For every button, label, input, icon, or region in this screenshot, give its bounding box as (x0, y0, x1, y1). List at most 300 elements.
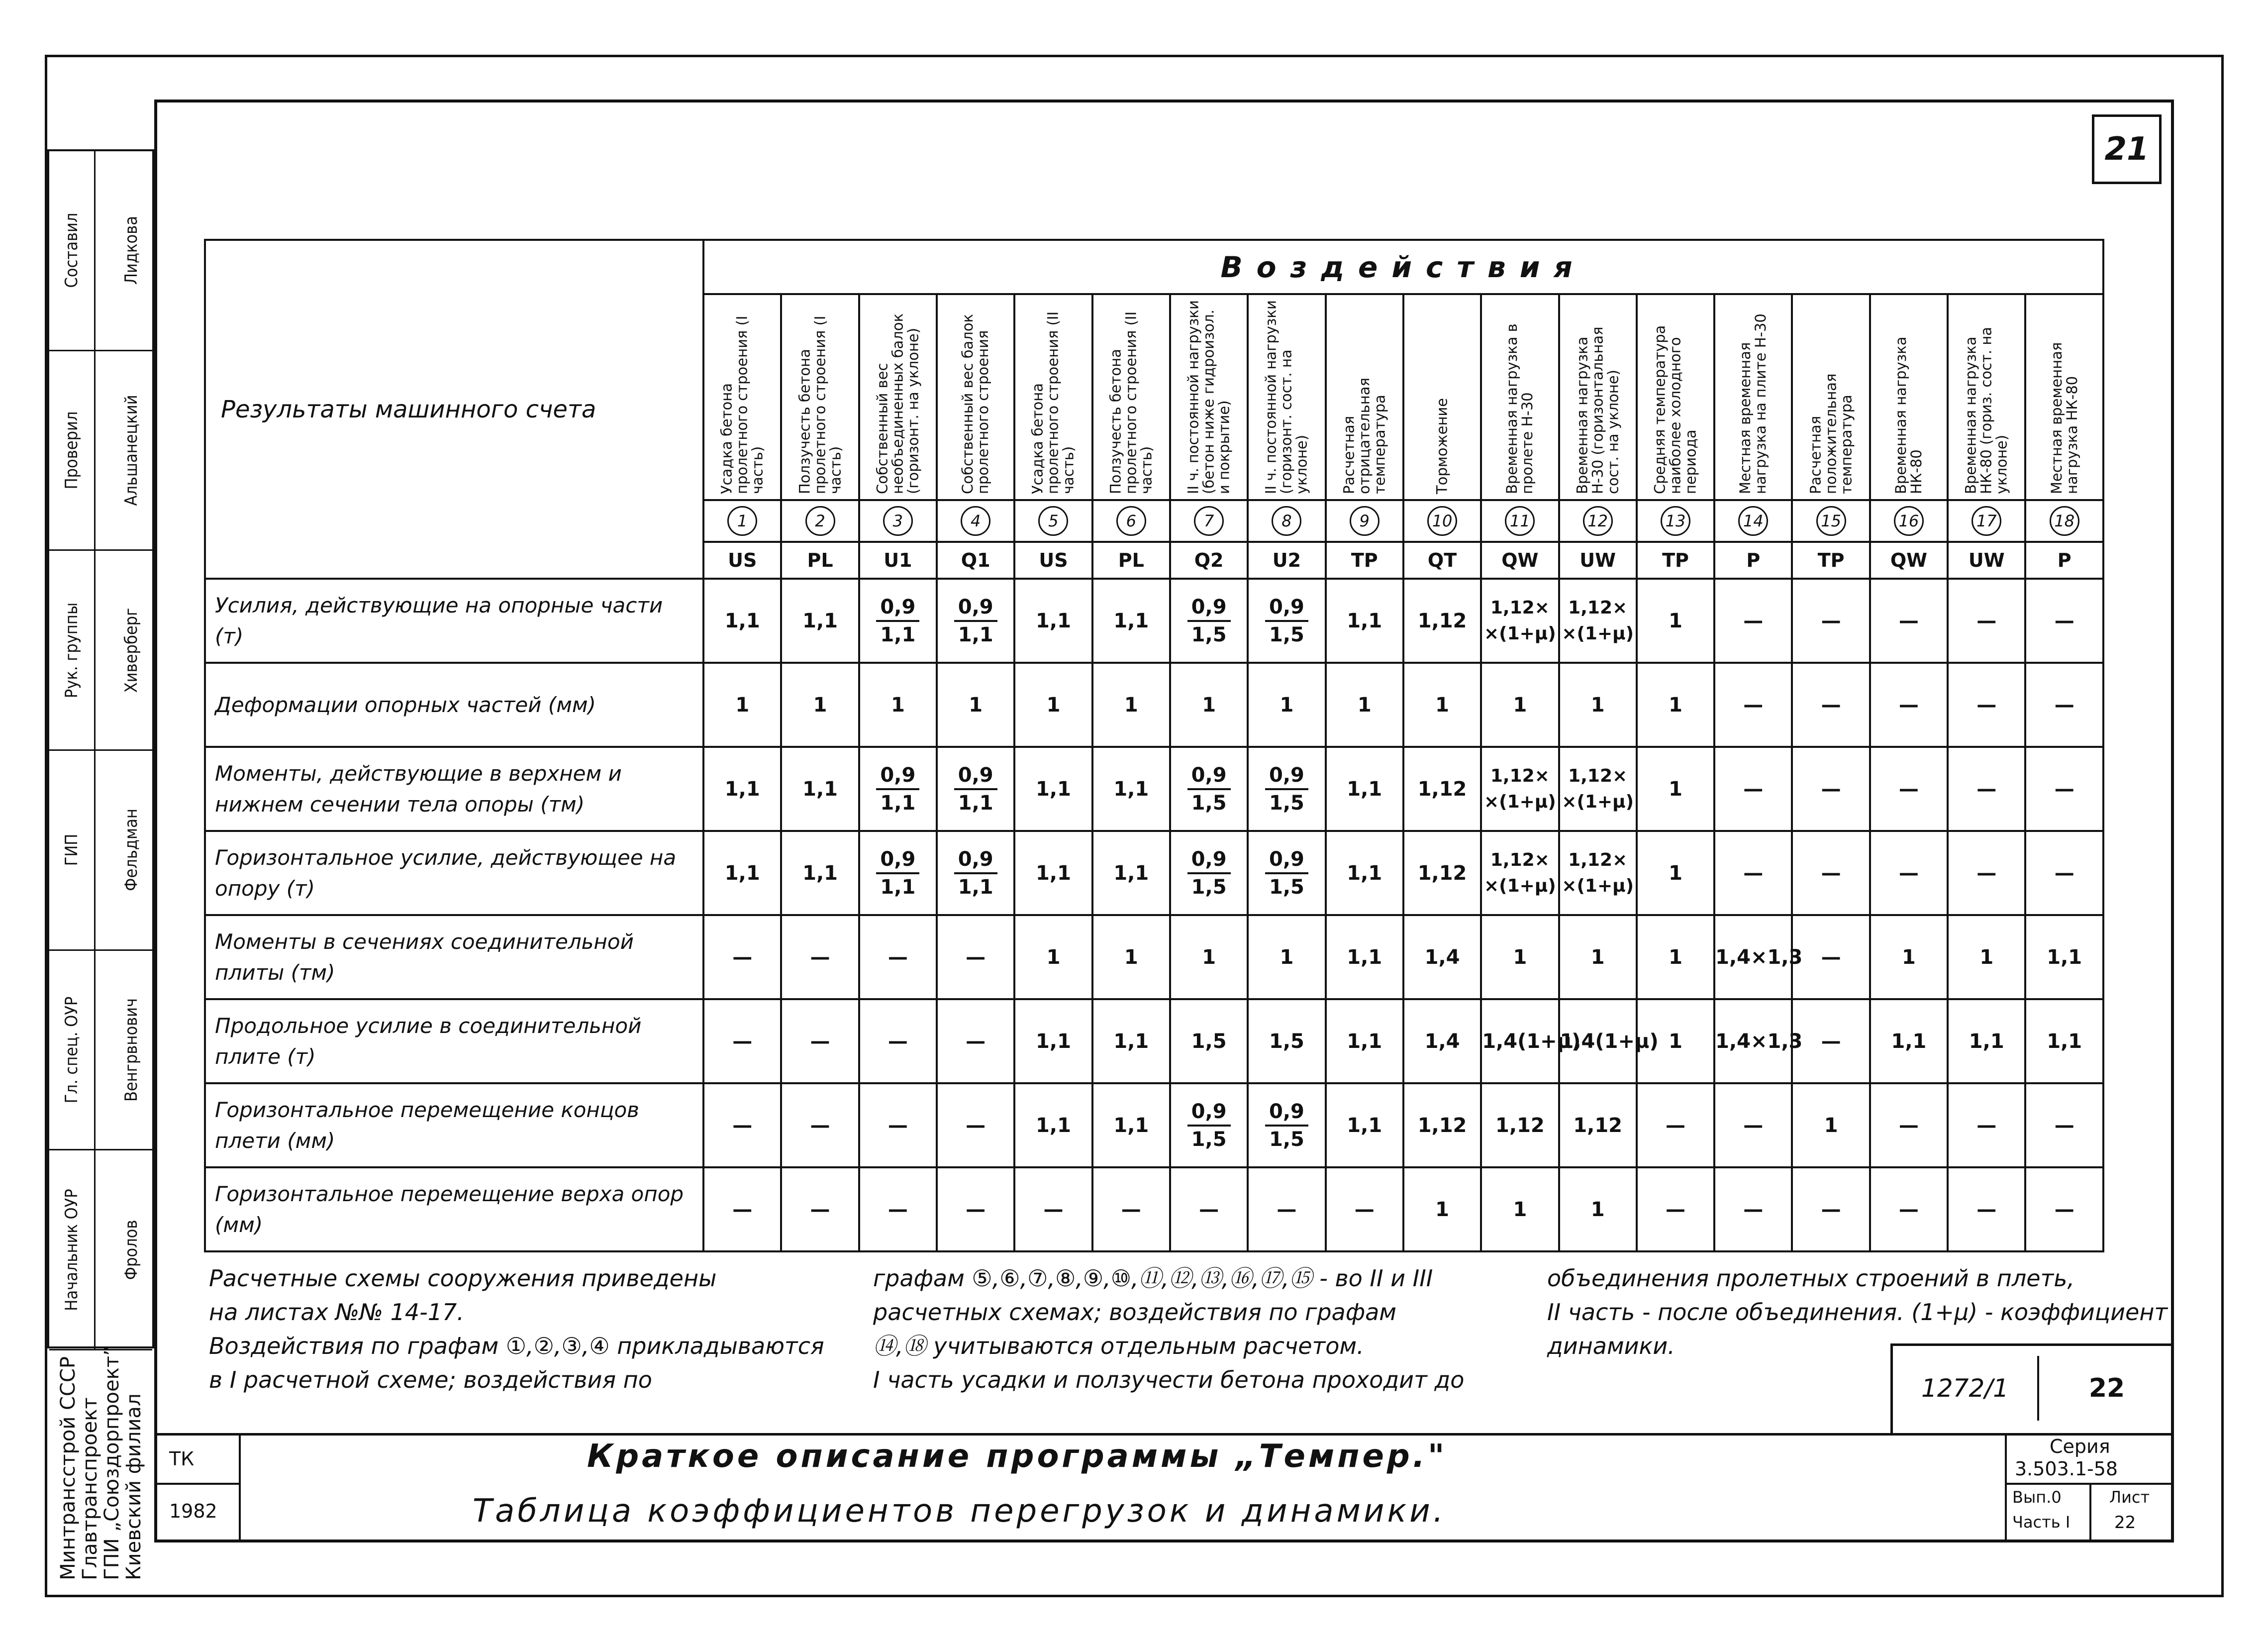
title-line-2: Таблица коэффициентов перегрузок и динамики. (473, 1493, 1447, 1530)
column-title (1481, 294, 1559, 500)
organization-line: Минтрансстрой СССР (56, 1356, 80, 1580)
coefficient-cell: 1,4(1+μ) (1481, 999, 1559, 1083)
coefficient-cell: — (1948, 747, 2025, 831)
column-title-text: Усадка бетона пролетного строения (I часть) (718, 315, 766, 494)
coefficient-cell (859, 747, 937, 831)
approval-stamp (47, 149, 154, 1348)
coefficient-cell: 1 (1481, 915, 1559, 999)
coefficient-cell: 1,1 (1092, 747, 1170, 831)
fraction-numerator: 0,9 (1187, 594, 1231, 622)
fraction (1187, 594, 1231, 648)
organization-line: ГПИ „Союздорпроект” (100, 1345, 123, 1580)
coefficient-cell: 1,4(1+μ) (1559, 999, 1637, 1083)
stamp-person: Хиверберг (121, 608, 141, 693)
organization-line: Главтранспроект (78, 1397, 101, 1580)
column-title (781, 294, 859, 500)
table-row (205, 579, 2103, 663)
note-line: II часть - после объединения. (1+μ) - коэффициент (1547, 1299, 2168, 1326)
table-row (205, 663, 2103, 747)
coefficient-cell: — (1014, 1167, 1092, 1251)
tk-label: ТК (169, 1448, 195, 1470)
column-title-text: Временная нагрузка в пролете Н-30 (1503, 323, 1536, 494)
coefficient-cell: — (2025, 1083, 2103, 1167)
coefficient-cell: 1,1 (1092, 831, 1170, 915)
column-code: TP (1792, 542, 1870, 579)
fraction (1265, 1099, 1308, 1152)
coefficient-cell: 1,12 (1403, 579, 1481, 663)
coefficient-cell: 1,1 (1014, 579, 1092, 663)
column-number-circle: 6 (1116, 506, 1146, 536)
fraction-denominator: 1,1 (880, 623, 916, 646)
coefficient-cell: 1,1 (781, 747, 859, 831)
column-title-text: Временная нагрузка НК-80 (1892, 336, 1925, 494)
column-title-text: Расчетная положительная температура (1807, 373, 1855, 494)
coefficient-cell: 1 (1092, 663, 1170, 747)
multi-line-value: 1,12× ×(1+μ) (1562, 597, 1634, 644)
stamp-role: Рук. группы (62, 602, 82, 698)
table-row (205, 1167, 2103, 1251)
multi-line-value: 1,12× ×(1+μ) (1483, 597, 1556, 644)
column-title (937, 294, 1014, 500)
column-number-circle: 10 (1427, 506, 1457, 536)
column-title-text: Торможение (1433, 398, 1451, 494)
coefficient-cell: 1,1 (1014, 831, 1092, 915)
row-label: Моменты, действующие в верхнем и нижнем сечении тела опоры (тм) (205, 747, 703, 831)
column-title (1170, 294, 1248, 500)
stamp-entry (49, 951, 152, 1151)
column-number-circle: 17 (1972, 506, 2001, 536)
coefficient-cell: 1,1 (1948, 999, 2025, 1083)
coefficient-cell: — (703, 1167, 781, 1251)
fraction-numerator: 0,9 (1187, 762, 1231, 790)
column-title-text: Местная временная нагрузка НК-80 (2048, 342, 2080, 494)
column-number-circle: 3 (883, 506, 913, 536)
column-number-circle: 11 (1505, 506, 1535, 536)
note-line: ⑭,⑱ учитываются отдельным расчетом. (873, 1333, 1364, 1359)
column-title (1248, 294, 1325, 500)
coefficient-cell: — (781, 1083, 859, 1167)
note-line: Расчетные схемы сооружения приведены (209, 1265, 717, 1292)
coefficient-cell: — (703, 999, 781, 1083)
column-number-circle: 14 (1738, 506, 1768, 536)
organization-text (57, 1345, 145, 1580)
coefficient-cell (937, 831, 1014, 915)
coefficient-cell: — (1948, 1167, 2025, 1251)
column-code: PL (1092, 542, 1170, 579)
table-row (205, 999, 2103, 1083)
coefficient-cell: — (1792, 999, 1870, 1083)
note-line: I часть усадки и ползучести бетона проходит до (873, 1366, 1465, 1393)
stamp-entry (49, 151, 152, 351)
coefficient-cell (859, 831, 937, 915)
fraction-numerator: 0,9 (876, 762, 919, 790)
coefficient-cell (937, 747, 1014, 831)
coefficient-cell: — (1792, 663, 1870, 747)
column-number-circle: 5 (1038, 506, 1068, 536)
note-line: на листах №№ 14-17. (209, 1299, 464, 1326)
stamp-role: Проверил (62, 411, 82, 490)
fraction (954, 846, 997, 900)
coefficient-cell: 1 (1326, 663, 1403, 747)
coefficient-cell: 1 (1481, 663, 1559, 747)
stamp-entry (49, 1150, 152, 1350)
coefficient-cell: — (1092, 1167, 1170, 1251)
coefficient-cell: 1,1 (1870, 999, 1948, 1083)
sheet-label: Лист (2109, 1488, 2150, 1507)
coefficient-cell: 1,1 (703, 579, 781, 663)
note-line: Воздействия по графам ①,②,③,④ прикладываются (209, 1333, 824, 1359)
column-title-text: Собственный вес необъединенных балок (горизонт. на уклоне) (874, 313, 922, 494)
row-label: Усилия, действующие на опорные части (т) (205, 579, 703, 663)
note-line: динамики. (1547, 1333, 1675, 1359)
doc-sheet: 22 (2088, 1373, 2125, 1403)
coefficient-cell: — (859, 1083, 937, 1167)
row-label: Горизонтальное перемещение верха опор (мм) (205, 1167, 703, 1251)
coefficient-cell: 1 (1248, 915, 1325, 999)
coefficient-cell: 1 (1948, 915, 2025, 999)
column-code: TP (1326, 542, 1403, 579)
column-title-text: Расчетная отрицательная температура (1340, 378, 1388, 494)
coefficient-cell: — (1714, 831, 1792, 915)
fraction-denominator: 1,5 (1191, 1128, 1227, 1151)
coefficient-cell: 1,1 (1326, 747, 1403, 831)
coefficient-cell (1559, 831, 1637, 915)
row-label: Горизонтальное усилие, действующее на опору (т) (205, 831, 703, 915)
column-title-text: Местная временная нагрузка на плите Н-30 (1737, 313, 1770, 494)
column-number-circle: 8 (1272, 506, 1301, 536)
coefficient-cell: 1 (1792, 1083, 1870, 1167)
column-title-text: Ползучесть бетона пролетного строения (I часть) (796, 315, 844, 494)
column-title-text: Средняя температура наиболее холодного периода (1651, 325, 1699, 494)
coefficient-cell (1248, 831, 1325, 915)
row-label: Продольное усилие в соединительной плите (т) (205, 999, 703, 1083)
column-code: P (1714, 542, 1792, 579)
coefficient-cell: — (703, 1083, 781, 1167)
coefficient-cell: 1,1 (1014, 1083, 1092, 1167)
page-number: 21 (2092, 114, 2162, 184)
coefficient-cell: — (1714, 1167, 1792, 1251)
column-code: UW (1948, 542, 2025, 579)
fraction (876, 762, 919, 816)
column-title (1014, 294, 1092, 500)
coefficient-cell: 1 (1248, 663, 1325, 747)
column-number (1014, 500, 1092, 542)
coefficient-cell: — (1948, 579, 2025, 663)
fraction (876, 594, 919, 648)
column-title (703, 294, 781, 500)
fraction-denominator: 1,5 (1191, 875, 1227, 899)
column-title (1403, 294, 1481, 500)
coefficient-cell (1248, 579, 1325, 663)
sheet-value: 22 (2114, 1513, 2136, 1533)
column-number (703, 500, 781, 542)
column-code: U1 (859, 542, 937, 579)
multi-line-value: 1,12× ×(1+μ) (1562, 765, 1634, 812)
multi-line-value: 1,12× ×(1+μ) (1483, 765, 1556, 812)
column-title-text: Временная нагрузка НК-80 (гориз. сост. на уклоне) (1962, 326, 2010, 494)
coefficient-cell: — (1948, 663, 2025, 747)
coefficient-cell: — (859, 915, 937, 999)
fraction-numerator: 0,9 (1265, 594, 1308, 622)
coefficient-cell (1170, 747, 1248, 831)
coefficient-cell: 1 (1403, 663, 1481, 747)
note-line: объединения пролетных строений в плеть, (1547, 1265, 2075, 1292)
coefficient-cell: — (1792, 1167, 1870, 1251)
column-title-text: Усадка бетона пролетного строения (II часть) (1029, 311, 1077, 494)
coefficient-cell: — (1170, 1167, 1248, 1251)
impacts-header: Воздействия (703, 240, 2103, 294)
column-number-circle: 15 (1816, 506, 1846, 536)
column-code: P (2025, 542, 2103, 579)
series-label: Серия (2050, 1436, 2110, 1457)
column-number-circle: 16 (1894, 506, 1924, 536)
coefficient-cell: — (1870, 579, 1948, 663)
coefficient-cell: 1,1 (1326, 999, 1403, 1083)
column-title (1948, 294, 2025, 500)
coefficient-cell: 1 (1637, 831, 1714, 915)
coefficient-cell (937, 579, 1014, 663)
coefficient-cell: 1 (1559, 915, 1637, 999)
column-number (1481, 500, 1559, 542)
coefficient-cell: 1,1 (1014, 747, 1092, 831)
column-number-circle: 18 (2050, 506, 2079, 536)
coefficient-cell: — (2025, 1167, 2103, 1251)
coefficient-cell: — (1792, 579, 1870, 663)
column-number (1092, 500, 1170, 542)
column-title (1559, 294, 1637, 500)
coefficient-cell: — (1714, 747, 1792, 831)
coefficient-cell: 1 (1559, 1167, 1637, 1251)
coefficient-cell (1559, 747, 1637, 831)
column-number (1326, 500, 1403, 542)
fraction-numerator: 0,9 (1265, 846, 1308, 874)
column-number (1248, 500, 1325, 542)
coefficient-cell (1170, 1083, 1248, 1167)
column-title (1092, 294, 1170, 500)
column-title-text: Собственный вес балок пролетного строения (959, 313, 992, 494)
fraction-denominator: 1,5 (1269, 875, 1304, 899)
coefficient-cell: — (703, 915, 781, 999)
coefficient-cell: 1,12 (1403, 831, 1481, 915)
coefficient-cell: — (937, 1083, 1014, 1167)
coefficient-cell: — (781, 915, 859, 999)
series-value: 3.503.1-58 (2015, 1458, 2118, 1480)
column-title (1326, 294, 1403, 500)
column-title-text: Ползучесть бетона пролетного строения (II часть) (1107, 311, 1155, 494)
column-number (1637, 500, 1714, 542)
part-label: Часть I (2012, 1513, 2071, 1532)
coefficient-cell: 1,1 (1326, 831, 1403, 915)
table-row (205, 747, 2103, 831)
column-code: U2 (1248, 542, 1325, 579)
fraction-denominator: 1,1 (958, 875, 993, 899)
coefficient-cell: — (859, 999, 937, 1083)
coefficient-cell: 1 (1559, 663, 1637, 747)
coefficient-cell: 1,1 (2025, 915, 2103, 999)
column-number-circle: 9 (1350, 506, 1380, 536)
column-number-circle: 4 (961, 506, 990, 536)
fraction-numerator: 0,9 (954, 762, 997, 790)
note-line: расчетных схемах; воздействия по графам (873, 1299, 1396, 1326)
fraction (1187, 762, 1231, 816)
column-number-circle: 12 (1583, 506, 1613, 536)
stamp-entry (49, 351, 152, 551)
stamp-person: Фролов (121, 1220, 141, 1280)
coefficients-table (204, 239, 2104, 1252)
coefficient-cell: 1 (1637, 579, 1714, 663)
coefficient-cell (1170, 579, 1248, 663)
stamp-entry (49, 551, 152, 751)
fraction-denominator: 1,5 (1269, 791, 1304, 815)
organization-block (47, 1345, 154, 1580)
table-row (205, 1083, 2103, 1167)
coefficient-cell: — (1792, 747, 1870, 831)
coefficient-cell: 1 (859, 663, 937, 747)
fraction-denominator: 1,5 (1269, 623, 1304, 646)
coefficient-cell: 1 (703, 663, 781, 747)
fraction (1265, 762, 1308, 816)
fraction-denominator: 1,5 (1269, 1128, 1304, 1151)
coefficient-cell: 1,1 (1326, 579, 1403, 663)
table-row (205, 915, 2103, 999)
column-number-circle: 13 (1661, 506, 1690, 536)
coefficient-cell: — (1870, 747, 1948, 831)
column-code: Q1 (937, 542, 1014, 579)
coefficient-cell: — (1637, 1167, 1714, 1251)
coefficient-cell: 1,1 (781, 831, 859, 915)
title-block (154, 1433, 2174, 1542)
column-number (1403, 500, 1481, 542)
column-number (1948, 500, 2025, 542)
column-number-circle: 2 (805, 506, 835, 536)
fraction (954, 594, 997, 648)
coefficient-cell (1481, 747, 1559, 831)
coefficient-cell: — (1714, 579, 1792, 663)
coefficient-cell: 1,1 (781, 579, 859, 663)
coefficient-cell: 1 (1637, 999, 1714, 1083)
column-code: UW (1559, 542, 1637, 579)
coefficient-cell: 1 (937, 663, 1014, 747)
fraction (1265, 846, 1308, 900)
coefficient-cell: 1 (1092, 915, 1170, 999)
coefficient-cell: — (1948, 831, 2025, 915)
column-number (1170, 500, 1248, 542)
fraction-numerator: 0,9 (1265, 762, 1308, 790)
column-title (1714, 294, 1792, 500)
coefficient-cell: 1 (1170, 915, 1248, 999)
note-line: в I расчетной схеме; воздействия по (209, 1366, 652, 1393)
coefficient-cell: 1 (1170, 663, 1248, 747)
column-title (1637, 294, 1714, 500)
coefficient-cell: 1,12 (1403, 1083, 1481, 1167)
doc-code: 1272/1 (1893, 1356, 2039, 1421)
fraction-denominator: 1,5 (1191, 791, 1227, 815)
title-line-1: Краткое описание программы „Темпер." (587, 1438, 1448, 1475)
coefficient-cell: — (859, 1167, 937, 1251)
notes-column-2 (873, 1261, 1464, 1397)
column-code: US (703, 542, 781, 579)
fraction (1187, 1099, 1231, 1152)
coefficient-cell: — (937, 999, 1014, 1083)
coefficient-cell: — (781, 1167, 859, 1251)
column-code: QW (1870, 542, 1948, 579)
column-number (2025, 500, 2103, 542)
coefficient-cell: — (2025, 579, 2103, 663)
column-code: QT (1403, 542, 1481, 579)
coefficient-cell: — (1870, 831, 1948, 915)
fraction-denominator: 1,1 (880, 791, 916, 815)
coefficient-cell (1248, 1083, 1325, 1167)
coefficient-cell: — (1637, 1083, 1714, 1167)
coefficient-cell: — (1326, 1167, 1403, 1251)
fraction-numerator: 0,9 (876, 846, 919, 874)
coefficient-cell: 1,5 (1170, 999, 1248, 1083)
coefficient-cell: 1 (1014, 915, 1092, 999)
coefficient-cell: 1,12 (1559, 1083, 1637, 1167)
fraction-denominator: 1,1 (880, 875, 916, 899)
coefficient-cell: — (1792, 915, 1870, 999)
coefficient-cell: 1,4×1,3 (1714, 999, 1792, 1083)
column-number (1559, 500, 1637, 542)
column-title-text: II ч. постоянной нагрузки (бетон ниже гидроизол. и покрытие) (1184, 300, 1233, 494)
coefficient-cell: 1,12 (1481, 1083, 1559, 1167)
coefficient-cell: — (2025, 663, 2103, 747)
fraction-denominator: 1,1 (958, 791, 993, 815)
coefficient-cell: 1,1 (1014, 999, 1092, 1083)
stamp-person: Венгрвнович (121, 998, 141, 1102)
row-label: Горизонтальное перемещение концов плети (мм) (205, 1083, 703, 1167)
coefficient-cell: 1 (1637, 915, 1714, 999)
fraction (954, 762, 997, 816)
column-number (1870, 500, 1948, 542)
coefficient-cell: 1,1 (1092, 999, 1170, 1083)
multi-line-value: 1,12× ×(1+μ) (1483, 849, 1556, 896)
doc-code-box (1890, 1343, 2174, 1433)
stamp-role: Составил (62, 212, 82, 288)
coefficient-cell (1248, 747, 1325, 831)
coefficient-cell: 1 (1481, 1167, 1559, 1251)
column-number (1792, 500, 1870, 542)
column-number (859, 500, 937, 542)
coefficient-cell: 1 (1637, 663, 1714, 747)
column-title-text: II ч. постоянной нагрузки (горизонт. сост. на уклоне) (1262, 300, 1310, 494)
coefficient-cell: — (1248, 1167, 1325, 1251)
column-code: PL (781, 542, 859, 579)
coefficient-cell: — (937, 915, 1014, 999)
coefficient-cell: 1,1 (2025, 999, 2103, 1083)
fraction-numerator: 0,9 (954, 846, 997, 874)
fraction-numerator: 0,9 (1265, 1099, 1308, 1127)
notes-column-1 (209, 1261, 824, 1397)
coefficient-cell (1170, 831, 1248, 915)
coefficient-cell: 1 (1870, 915, 1948, 999)
column-code: Q2 (1170, 542, 1248, 579)
column-code: QW (1481, 542, 1559, 579)
coefficient-cell (1559, 579, 1637, 663)
coefficient-cell: 1 (1014, 663, 1092, 747)
coefficient-cell: — (2025, 831, 2103, 915)
stamp-person: Альшанецкий (121, 395, 141, 506)
coefficient-cell: 1,4 (1403, 915, 1481, 999)
organization-line: Киевский филиал (122, 1393, 145, 1580)
column-number (937, 500, 1014, 542)
coefficient-cell: 1,4×1,3 (1714, 915, 1792, 999)
coefficient-cell: — (1792, 831, 1870, 915)
stamp-role: Начальник ОУР (62, 1188, 82, 1311)
column-title (2025, 294, 2103, 500)
note-line: графам ⑤,⑥,⑦,⑧,⑨,⑩,⑪,⑫,⑬,⑯,⑰,⑮ - во II и III (873, 1265, 1433, 1292)
year-label: 1982 (169, 1500, 217, 1522)
